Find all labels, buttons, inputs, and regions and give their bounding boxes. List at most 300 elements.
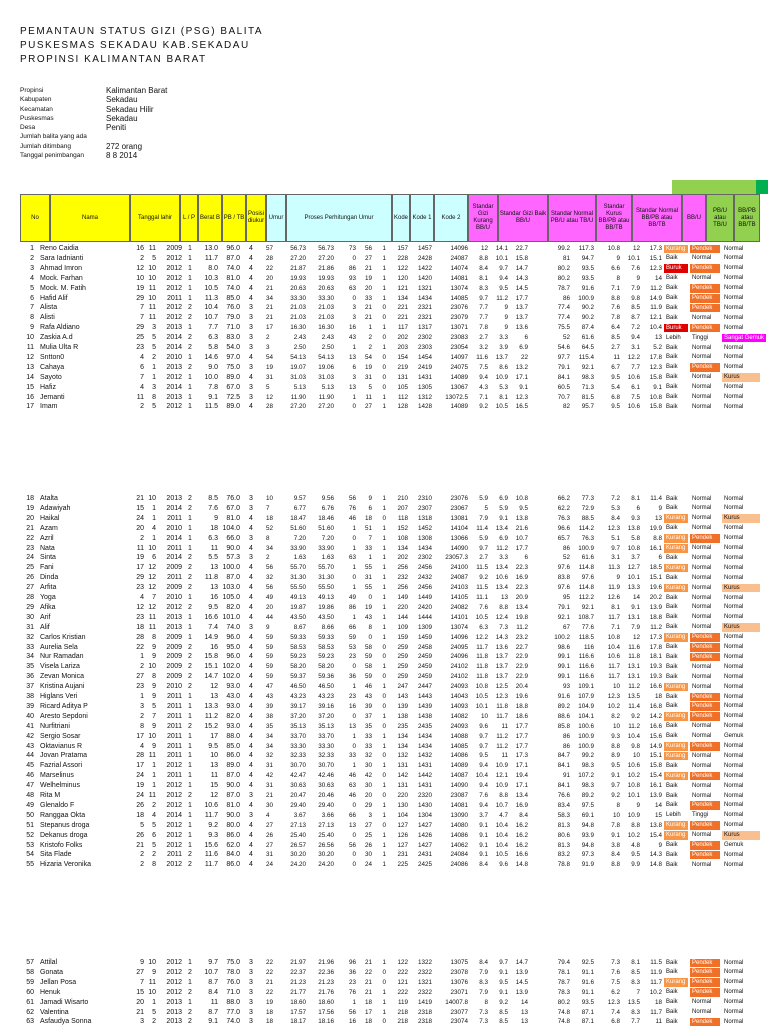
cell-bb: 8.4 [208, 988, 218, 996]
cell-c3: 11.4 [650, 495, 662, 502]
cell-a1: 9.4 [479, 373, 488, 381]
cell-p4: 2 [368, 334, 372, 342]
cell-d: 25 [136, 334, 144, 342]
cell-k: 222 [397, 968, 408, 976]
cell-a2: 9.7 [499, 264, 508, 272]
cell-d: 23 [136, 683, 144, 691]
cell-a1: 2.7 [479, 334, 488, 342]
cell-k: 143 [397, 693, 408, 700]
cell-p2: 17.56 [318, 1008, 334, 1016]
cell-m: 1 [152, 772, 156, 780]
cell-p3: 23 [348, 978, 356, 986]
cell-y: 2014 [166, 344, 182, 351]
cell-jk: 1 [188, 594, 192, 601]
cell-d: 19 [136, 554, 144, 562]
cell-p3: 73 [348, 245, 356, 252]
cell-k1: 1443 [417, 693, 432, 700]
cell-c3: 10.4 [649, 324, 662, 332]
cell-p1: 33.70 [290, 732, 306, 740]
cell-m: 9 [152, 722, 156, 730]
cell-d: 11 [136, 544, 144, 552]
cell-p3: 76 [348, 504, 356, 512]
cell-nama: Jellan Posa [40, 978, 77, 986]
cell-p2: 19.93 [318, 274, 334, 282]
cell-pos: 4 [249, 742, 253, 750]
cell-p4: 27 [364, 821, 372, 829]
cell-c3: 16.1 [649, 782, 662, 790]
status-s3: Normal [724, 861, 744, 868]
cell-p4: 59 [364, 673, 372, 681]
cell-a1: 12 [480, 245, 488, 252]
table-row [20, 742, 760, 752]
cell-a3: 22.7 [515, 643, 528, 651]
cell-p2: 2.43 [321, 334, 334, 342]
status-s1: Kurang [664, 821, 688, 830]
cell-c1: 2.7 [611, 344, 620, 351]
cell-p3: 1 [352, 683, 356, 691]
cell-tb: 102.0 [222, 673, 240, 681]
table-row [20, 771, 760, 781]
cell-a3: 22 [520, 353, 528, 361]
cell-p4: 18 [364, 998, 372, 1006]
meta-row [20, 95, 167, 104]
cell-p2: 31.03 [318, 373, 334, 381]
status-s3: Normal [724, 1009, 744, 1015]
status-s3: Normal [724, 285, 744, 292]
cell-b2: 115.4 [578, 353, 594, 361]
cell-pos: 4 [249, 782, 253, 790]
cell-u: 8 [266, 534, 270, 542]
cell-c1: 9.5 [611, 762, 620, 770]
cell-bb: 8.7 [208, 1008, 218, 1016]
cell-b2: 61.6 [581, 554, 594, 562]
cell-p3: 66 [348, 623, 356, 631]
cell-p5: 1 [382, 403, 386, 411]
table-row [20, 978, 760, 988]
cell-p1: 58.53 [290, 643, 306, 651]
cell-p4: 19 [364, 363, 372, 371]
cell-nama: Dinda [40, 574, 59, 582]
cell-bb: 12 [210, 792, 218, 799]
cell-d: 19 [136, 284, 144, 292]
cell-k2: 14087 [450, 772, 468, 780]
cell-k2: 14081 [450, 801, 468, 809]
cell-k1: 1430 [417, 801, 432, 809]
cell-a1: 5 [484, 504, 488, 512]
cell-a2: 3.9 [499, 344, 508, 351]
cell-k: 228 [397, 254, 408, 262]
cell-a3: 17.1 [515, 373, 528, 381]
cell-b1: 83.8 [557, 574, 570, 582]
cell-tb: 74.0 [226, 1018, 240, 1026]
cell-b1: 66.2 [557, 495, 570, 502]
cell-a2: 10.4 [495, 841, 508, 849]
cell-b1: 80.2 [557, 998, 570, 1006]
cell-c2: 9.3 [631, 514, 640, 522]
cell-d: 29 [136, 574, 144, 582]
cell-p1: 19.07 [290, 363, 306, 371]
cell-a3: 14 [520, 998, 528, 1006]
cell-p5: 1 [382, 633, 386, 641]
cell-k: 131 [397, 762, 408, 770]
cell-bb: 10.6 [204, 801, 218, 809]
cell-y: 2014 [166, 811, 182, 819]
cell-y: 2012 [166, 988, 182, 996]
cell-jk: 2 [188, 574, 192, 582]
cell-d: 15 [136, 504, 144, 512]
cell-b2: 118.5 [578, 633, 594, 641]
cell-b2: 100.6 [578, 722, 594, 730]
cell-b2: 100.9 [578, 544, 594, 552]
cell-bb: 6.3 [208, 534, 218, 542]
table-row [20, 781, 760, 791]
cell-y: 2012 [166, 821, 182, 829]
cell-bb: 13 [210, 564, 218, 572]
cell-m: 5 [152, 821, 156, 829]
cell-tb: 76.0 [226, 304, 240, 312]
cell-p2: 26.56 [318, 841, 334, 849]
cell-no: 23 [26, 544, 34, 552]
cell-c2: 13.1 [627, 673, 640, 681]
status-s2: Normal [692, 495, 712, 502]
cell-c1: 10.8 [607, 633, 620, 641]
cell-a1: 9.2 [479, 403, 488, 411]
cell-c3: 8.8 [653, 534, 662, 542]
cell-tb: 86.0 [226, 831, 240, 839]
cell-a3: 14.7 [515, 959, 528, 966]
cell-y: 2012 [166, 373, 182, 381]
cell-nama: Higlans Veri [40, 693, 78, 700]
cell-pos: 4 [249, 762, 253, 770]
status-s3: Normal [724, 265, 744, 272]
cell-p3: 0 [352, 801, 356, 809]
cell-k1: 2447 [417, 683, 432, 691]
cell-jk: 1 [188, 702, 192, 710]
cell-no: 60 [26, 988, 34, 996]
cell-bb: 13 [210, 584, 218, 592]
cell-c3: 14.9 [649, 742, 662, 750]
cell-k: 134 [397, 544, 408, 552]
cell-k2: 14085 [450, 742, 468, 750]
cell-no: 9 [30, 324, 34, 332]
cell-d: 21 [136, 1008, 144, 1016]
cell-pos: 4 [249, 574, 253, 582]
status-s1: Baik [666, 762, 678, 769]
cell-no: 55 [26, 861, 34, 869]
status-s1: Kurang [664, 514, 688, 523]
header-no: No [20, 194, 50, 242]
table-row [20, 244, 760, 254]
cell-d: 2 [140, 403, 144, 411]
cell-p3: 0 [352, 254, 356, 262]
cell-pos: 4 [249, 821, 253, 829]
cell-a3: 17.3 [515, 752, 528, 760]
status-s3: Normal [724, 999, 744, 1006]
cell-u: 59 [266, 673, 274, 681]
cell-pos: 3 [249, 383, 253, 391]
cell-a1: 8.3 [479, 284, 488, 292]
cell-no: 19 [26, 504, 34, 512]
cell-p1: 9.57 [293, 495, 306, 502]
cell-u: 18 [266, 1018, 274, 1026]
status-s1: Baik [666, 394, 678, 400]
cell-p4: 19 [364, 274, 372, 282]
cell-p1: 8.67 [293, 623, 306, 631]
cell-no: 31 [26, 623, 34, 631]
cell-p5: 1 [382, 663, 386, 671]
status-s3: Normal [724, 644, 744, 650]
cell-k1: 2458 [417, 643, 432, 651]
cell-c3: 14.9 [649, 294, 662, 302]
cell-c1: 7.8 [611, 821, 620, 829]
cell-no: 20 [26, 514, 34, 522]
cell-b2: 87.4 [581, 324, 594, 332]
cell-no: 28 [26, 594, 34, 601]
cell-k: 109 [397, 623, 408, 631]
cell-p1: 27.20 [290, 403, 306, 411]
cell-b1: 52 [562, 554, 570, 562]
table-row [20, 662, 760, 672]
cell-tb: 97.0 [226, 353, 240, 361]
cell-k2: 24087 [450, 254, 468, 262]
cell-k: 138 [397, 712, 408, 720]
cell-a1: 10.4 [475, 772, 488, 780]
cell-jk: 1 [188, 613, 192, 621]
cell-bb: 13.0 [204, 245, 218, 252]
status-s1: Kurang [664, 534, 688, 543]
cell-tb: 96.0 [226, 633, 240, 641]
cell-d: 26 [136, 831, 144, 839]
cell-p5: 0 [382, 722, 386, 730]
cell-a1: 8.1 [479, 274, 488, 282]
cell-p5: 1 [382, 742, 386, 750]
cell-b1: 91 [562, 772, 570, 780]
cell-p4: 6 [368, 504, 372, 512]
cell-pos: 3 [249, 988, 253, 996]
cell-d: 2 [140, 712, 144, 720]
cell-k: 121 [397, 978, 408, 986]
cell-c2: 13.5 [627, 693, 640, 700]
cell-a3: 14.5 [515, 978, 528, 986]
report-title-1: PEMANTAUN STATUS GIZI (PSG) BALITA [20, 26, 264, 37]
cell-u: 28 [266, 254, 274, 262]
cell-k2: 23077 [450, 1008, 468, 1016]
header-kode2: Kode 2 [434, 194, 468, 242]
cell-p4: 21 [364, 304, 372, 312]
table-row [20, 534, 760, 544]
cell-p5: 0 [382, 363, 386, 371]
cell-k: 126 [397, 831, 408, 839]
cell-y: 2014 [166, 534, 182, 542]
cell-tb: 87.0 [226, 574, 240, 582]
status-s3: Normal [724, 594, 744, 601]
cell-p4: 56 [364, 245, 372, 252]
cell-p4: 3 [368, 811, 372, 819]
table-row [20, 603, 760, 613]
cell-c1: 8.8 [611, 861, 620, 869]
cell-p2: 18.16 [318, 1018, 334, 1026]
cell-p1: 5.13 [293, 383, 306, 391]
status-s3: Normal [724, 384, 744, 391]
cell-bb: 10.4 [204, 304, 218, 312]
cell-p5: 1 [382, 801, 386, 809]
cell-y: 2009 [166, 584, 182, 592]
cell-p2: 27.20 [318, 403, 334, 411]
cell-y: 2011 [166, 772, 182, 780]
cell-c2: 13.3 [627, 584, 640, 592]
cell-no: 17 [26, 403, 34, 411]
cell-no: 35 [26, 663, 34, 671]
cell-k2: 23083 [450, 334, 468, 342]
cell-no: 6 [30, 294, 34, 302]
cell-tb: 76.0 [226, 978, 240, 986]
cell-nama: Cahaya [40, 363, 65, 371]
cell-d: 17 [136, 762, 144, 770]
cell-m: 10 [148, 274, 156, 282]
cell-p3: 96 [348, 959, 356, 966]
cell-u: 32 [266, 574, 274, 582]
cell-nama: Fazrial Assori [40, 762, 83, 770]
cell-no: 27 [26, 584, 34, 592]
table-row [20, 383, 760, 393]
cell-no: 33 [26, 643, 34, 651]
cell-tb: 89.0 [226, 403, 240, 411]
status-s1: Kurang [664, 245, 688, 254]
cell-c2: 10.6 [627, 373, 640, 381]
cell-k2: 13074 [450, 284, 468, 292]
cell-b2: 97.3 [581, 851, 594, 859]
status-s1: Baik [666, 594, 678, 601]
cell-u: 19 [266, 998, 274, 1006]
cell-bb: 5.8 [208, 344, 218, 351]
meta-value: Sekadau [106, 113, 138, 123]
cell-bb: 6.3 [208, 334, 218, 342]
cell-c3: 11.7 [650, 1008, 662, 1016]
cell-p1: 27.13 [290, 821, 306, 829]
cell-k2: 24102 [450, 663, 468, 671]
cell-a3: 19.6 [515, 693, 528, 700]
cell-a1: 7.6 [479, 603, 488, 611]
cell-k: 207 [397, 504, 408, 512]
cell-a1: 11.5 [476, 564, 488, 572]
cell-m: 5 [152, 334, 156, 342]
cell-p1: 33.90 [290, 544, 306, 552]
cell-p3: 3 [352, 304, 356, 312]
cell-p5: 1 [382, 998, 386, 1006]
cell-bb: 5.5 [208, 554, 218, 562]
cell-c1: 6.2 [611, 988, 620, 996]
cell-p2: 21.23 [318, 978, 334, 986]
cell-pos: 3 [249, 344, 253, 351]
cell-b2: 91.6 [581, 978, 594, 986]
cell-pos: 4 [249, 752, 253, 760]
cell-bb: 15.1 [204, 663, 218, 671]
cell-pos: 3 [249, 792, 253, 799]
cell-p1: 46.50 [290, 683, 306, 691]
cell-c3: 18.8 [649, 613, 662, 621]
table-row [20, 373, 760, 383]
cell-b1: 97.7 [557, 353, 570, 361]
cell-tb: 96.0 [226, 653, 240, 661]
status-s3: Normal [724, 653, 744, 660]
cell-m: 1 [152, 373, 156, 381]
cell-m: 6 [152, 554, 156, 562]
cell-a1: 11.8 [476, 663, 488, 671]
cell-c3: 18 [654, 998, 662, 1006]
status-s1: Baik [666, 604, 678, 611]
status-s3: Kurus [722, 373, 760, 382]
cell-c1: 11.9 [608, 584, 620, 592]
cell-a2: 8.1 [499, 393, 508, 401]
cell-p5: 1 [382, 294, 386, 302]
cell-c2: 11.2 [628, 722, 640, 730]
cell-pos: 3 [249, 811, 253, 819]
cell-k1: 2307 [417, 504, 432, 512]
cell-k1: 1308 [417, 534, 432, 542]
cell-bb: 13.3 [204, 702, 218, 710]
cell-d: 19 [136, 782, 144, 790]
cell-k2: 23076 [450, 495, 468, 502]
table-row [20, 524, 760, 534]
cell-no: 2 [30, 254, 34, 262]
cell-a1: 8.4 [479, 861, 488, 869]
cell-bb: 11 [210, 998, 218, 1006]
cell-no: 57 [26, 959, 34, 966]
cell-u: 21 [266, 978, 274, 986]
cell-d: 12 [136, 264, 144, 272]
cell-p5: 1 [382, 851, 386, 859]
status-s3: Normal [724, 703, 744, 710]
cell-p4: 29 [364, 801, 372, 809]
cell-p1: 30.20 [290, 851, 306, 859]
table-row [20, 998, 760, 1008]
cell-a3: 13.6 [515, 324, 528, 332]
cell-no: 16 [26, 393, 34, 401]
cell-no: 15 [26, 383, 34, 391]
cell-p2: 25.40 [318, 831, 334, 839]
cell-b2: 114.8 [578, 564, 594, 572]
cell-p1: 54.13 [290, 353, 306, 361]
cell-c1: 11.7 [608, 613, 620, 621]
cell-a3: 16.6 [515, 851, 528, 859]
status-s3: Normal [724, 772, 744, 779]
cell-a2: 5.3 [499, 383, 508, 391]
cell-k1: 1419 [417, 998, 432, 1006]
cell-a1: 3.7 [479, 811, 488, 819]
cell-p3: 16 [348, 324, 356, 332]
cell-b1: 78.3 [557, 988, 570, 996]
cell-c1: 7.4 [611, 1008, 620, 1016]
cell-b2: 99.2 [581, 752, 594, 760]
meta-key: Jumlah ditimbang [20, 142, 71, 150]
cell-k1: 1312 [417, 393, 432, 401]
cell-p2: 37.20 [318, 712, 334, 720]
cell-c2: 10.1 [627, 574, 640, 582]
cell-c2: 4.8 [631, 841, 640, 849]
cell-d: 2 [140, 254, 144, 262]
cell-u: 59 [266, 663, 274, 671]
cell-bb: 7.4 [208, 623, 218, 631]
cell-bb: 13 [210, 762, 218, 770]
cell-y: 2011 [166, 732, 182, 740]
status-s1: Baik [666, 364, 678, 371]
cell-nama: Kristina Aujani [40, 683, 85, 691]
table-row [20, 294, 760, 304]
cell-b1: 58.3 [557, 811, 570, 819]
cell-k: 259 [397, 643, 408, 651]
cell-a3: 13.4 [515, 603, 528, 611]
cell-a1: 7.8 [479, 324, 488, 332]
